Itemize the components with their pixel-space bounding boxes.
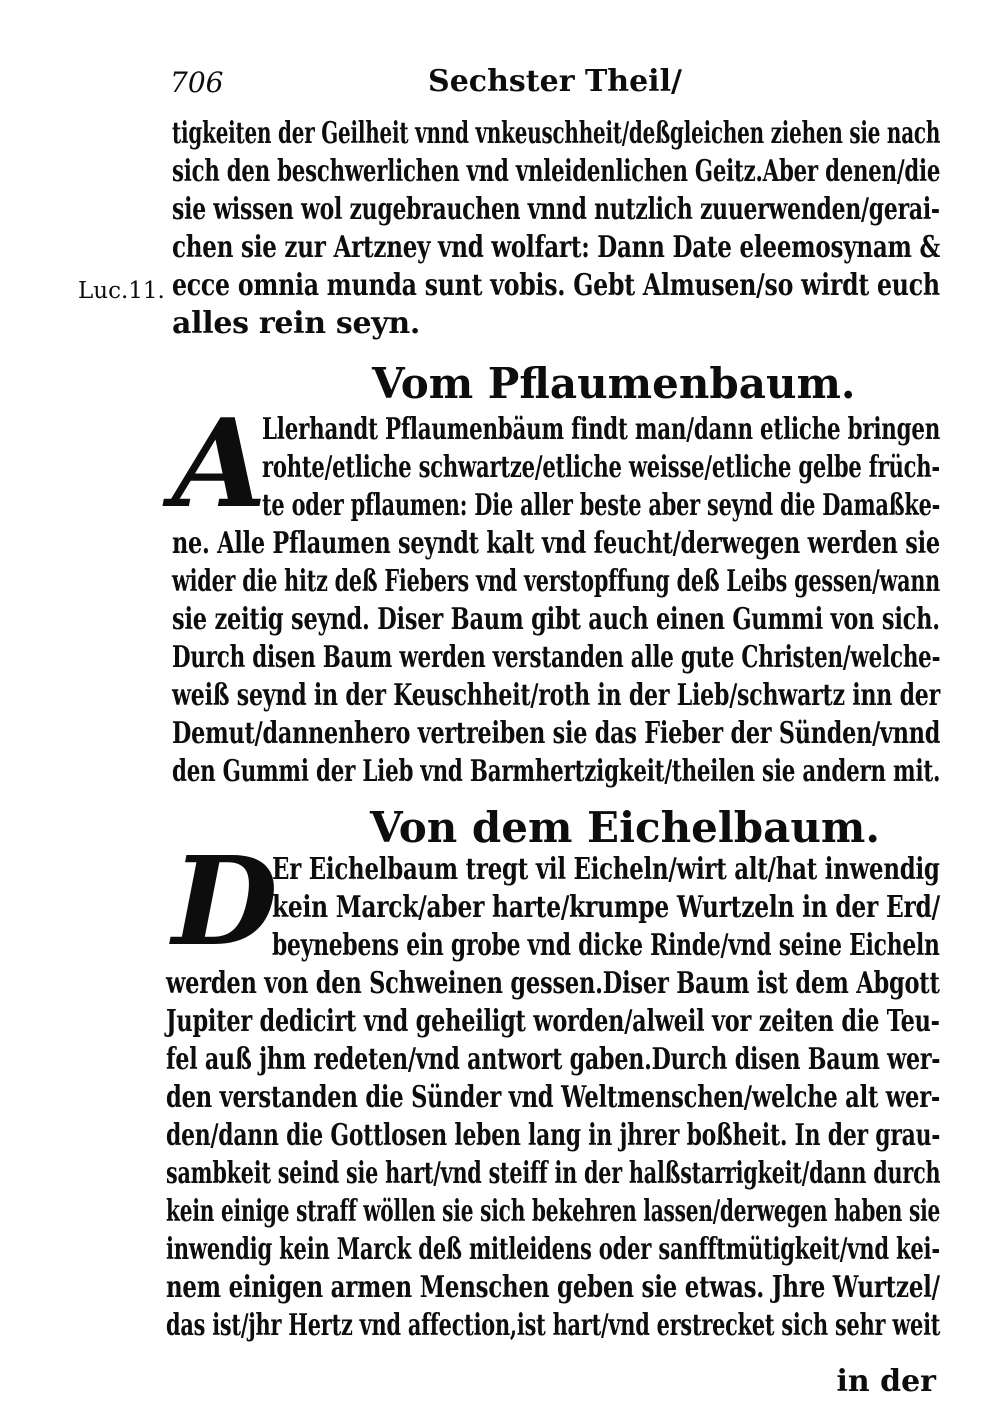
text-line: den verstanden die Sünder vnd Weltmenschen/welche alt wer- — [166, 1080, 941, 1115]
text-line: werden von den Schweinen gessen.Diser Baum ist dem Abgott — [166, 966, 940, 1001]
page-number: 706 — [170, 66, 224, 99]
text-line: den/dann die Gottlosen leben lang in jhrer boßheit. In der grau- — [166, 1118, 941, 1153]
text-line: te oder pflaumen: Die aller beste aber seynd die Damaßke- — [262, 488, 941, 523]
page-header — [170, 62, 940, 102]
text-line: Jupiter dedicirt vnd geheiligt worden/alweil vor zeiten die Teu- — [166, 1004, 940, 1039]
text-line: nem einigen armen Menschen geben sie etwas. Jhre Wurtzel/ — [166, 1270, 940, 1305]
section-heading: Vom Pflaumenbaum. — [372, 359, 856, 408]
text-line: sich den beschwerlichen vnd vnleidenlichen Geitz.Aber denen/die — [172, 154, 941, 189]
text-line: Er Eichelbaum tregt vil Eicheln/wirt alt/hat inwendig — [272, 852, 940, 887]
text-line: inwendig kein Marck deß mitleidens oder sanfftmütigkeit/vnd kei- — [166, 1232, 940, 1267]
text-line: weiß seynd in der Keuschheit/roth in der Lieb/schwartz inn der — [172, 678, 941, 713]
text-line: wider die hitz deß Fiebers vnd verstopffung deß Leibs gessen/wann — [172, 564, 941, 599]
text-line: fel auß jhm redeten/vnd antwort gaben.Durch disen Baum wer- — [166, 1042, 941, 1077]
text-line: tigkeiten der Geilheit vnnd vnkeuschheit/deßgleichen ziehen sie nach — [172, 116, 941, 151]
catchword: in der — [836, 1364, 936, 1399]
drop-cap-initial: A — [172, 391, 267, 535]
margin-note: Luc.11. — [78, 278, 165, 304]
section-heading: Von dem Eichelbaum. — [370, 803, 880, 852]
text-line: Llerhandt Pflaumenbäum findt man/dann etliche bringen — [262, 412, 941, 447]
text-line: alles rein seyn. — [172, 306, 421, 341]
text-line: sie zeitig seynd. Diser Baum gibt auch einen Gummi von sich. — [172, 602, 940, 637]
text-line: Durch disen Baum werden verstanden alle gute Christen/welche- — [172, 640, 941, 675]
text-line: Demut/dannenhero vertreiben sie das Fieber der Sünden/vnnd — [172, 716, 941, 751]
text-line: ne. Alle Pflaumen seyndt kalt vnd feucht/derwegen werden sie — [172, 526, 940, 561]
text-line: beynebens ein grobe vnd dicke Rinde/vnd seine Eicheln — [272, 928, 940, 963]
drop-cap-initial: D — [172, 829, 278, 973]
text-line: kein einige straff wöllen sie sich bekehren lassen/derwegen haben sie — [166, 1194, 941, 1229]
text-line: sambkeit seind sie hart/vnd steiff in der halßstarrigkeit/dann durch — [166, 1156, 941, 1191]
text-line: kein Marck/aber harte/krumpe Wurtzeln in der Erd/ — [272, 890, 940, 925]
running-head: Sechster Theil/ — [428, 64, 682, 99]
text-line: chen sie zur Artzney vnd wolfart: Dann Date eleemosynam & — [172, 230, 940, 265]
text-line: ecce omnia munda sunt vobis. Gebt Almusen/so wirdt euch — [172, 268, 940, 303]
text-line: den Gummi der Lieb vnd Barmhertzigkeit/theilen sie andern mit. — [172, 754, 941, 789]
text-line: sie wissen wol zugebrauchen vnnd nutzlich zuuerwenden/gerai- — [172, 192, 940, 227]
text-line: rohte/etliche schwartze/etliche weisse/etliche gelbe früch- — [262, 450, 940, 485]
text-line: das ist/jhr Hertz vnd affection,ist hart/vnd erstrecket sich sehr weit — [166, 1308, 941, 1343]
